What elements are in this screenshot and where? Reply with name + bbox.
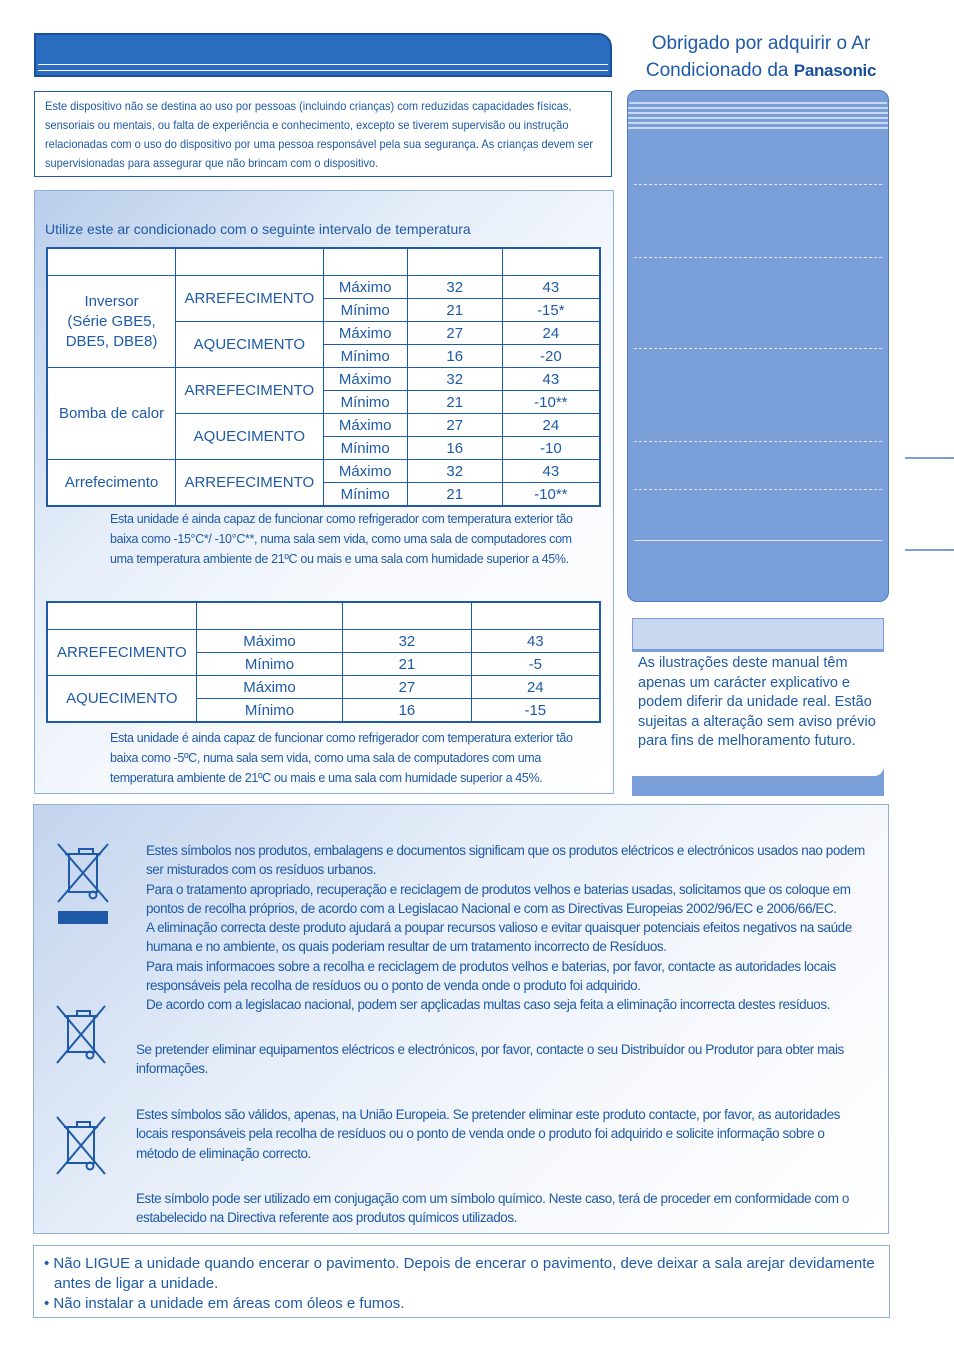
value-cell: Mínimo [323,483,407,507]
temperature-table-1 [46,247,601,507]
caution-item: • Não instalar a unidade em áreas com óleos e fumos. [44,1295,405,1312]
crossed-out-wheelie-bin-icon [55,840,111,926]
crossed-out-wheelie-bin-icon [55,1114,107,1176]
illustrations-text: As ilustrações deste manual têm apenas um carácter explicativo e podem diferir da unidade real. Estão sujeitas a alteração sem aviso prévio para fins de melhoramento futuro. [632,652,884,776]
value-cell: Mínimo [323,437,407,460]
value-cell: 24 [502,414,600,437]
value-cell: 32 [407,460,502,483]
table-header-row [47,602,600,630]
temperature-table-2 [46,601,601,723]
edge-tab-marker [905,457,954,459]
recycling-info [146,841,871,1015]
value-cell: 21 [407,299,502,322]
contents-side-panel [627,90,889,602]
value-cell: Máximo [323,322,407,345]
table-row [47,276,600,299]
header-cell [196,602,343,630]
value-cell: Mínimo [323,299,407,322]
value-cell: 43 [502,276,600,299]
value-cell: 32 [407,368,502,391]
side-divider [634,257,882,258]
mode-cell: AQUECIMENTO [47,676,196,723]
value-cell: 43 [471,630,600,653]
value-cell: 27 [343,676,471,699]
value-cell: 16 [407,437,502,460]
illustrations-header [632,618,884,650]
value-cell: 32 [407,276,502,299]
value-cell: 21 [407,483,502,507]
side-panel-stripes [628,99,888,129]
value-cell: -10** [502,483,600,507]
edge-tab-marker [905,549,954,551]
value-cell: 16 [343,699,471,723]
crossed-out-wheelie-bin-icon [55,1003,107,1065]
value-cell: 43 [502,368,600,391]
caution-item: • Não LIGUE a unidade quando encerar o pavimento. Depois de encerar o pavimento, deve deixar a sala arejar devidamente antes de ligar a unidade. [44,1255,875,1292]
value-cell: Máximo [323,460,407,483]
outside-eu-text: Estes símbolos são válidos, apenas, na União Europeia. Se pretender eliminar este produto contacte, por favor, as autoridades locais responsáveis pela recolha de resíduos ou o ponto de venda onde o produto foi adquirido e solicite informação sobre o método de eliminação correcto. [136,1107,840,1161]
mode-cell: AQUECIMENTO [176,414,324,460]
side-divider [634,441,882,442]
value-cell: 43 [502,460,600,483]
temperature-note-2: Esta unidade é ainda capaz de funcionar como refrigerador com temperatura exterior tão baixa como -5ºC, numa sala sem vida, como uma sala de computadores com uma temperatura ambiente de 21ºC ou mais e uma sala com humidade superior a 45%. [110,731,573,785]
value-cell: Máximo [323,368,407,391]
value-cell: Máximo [196,630,343,653]
value-cell: -15* [502,299,600,322]
table-row [47,630,600,653]
table-row [47,676,600,699]
value-cell: -15 [471,699,600,723]
header-cell [323,248,407,276]
value-cell: 24 [471,676,600,699]
illustrations-notice [632,618,884,796]
table-header-row [47,248,600,276]
value-cell: -10** [502,391,600,414]
recycling-para: Estes símbolos nos produtos, embalagens e documentos significam que os produtos eléctricos e electrónicos usados nao podem ser misturados com os resíduos urbanos. [146,843,865,878]
mode-cell: ARREFECIMENTO [176,460,324,507]
chemical-symbol-text: Este símbolo pode ser utilizado em conjugação com um símbolo químico. Neste caso, terá de proceder em conformidade com o estabelecido na Directiva referente aos produtos químicos utilizados. [136,1191,849,1226]
side-divider [634,489,882,490]
value-cell: 27 [407,322,502,345]
section-header-bar [34,33,612,77]
business-users-text: Se pretender eliminar equipamentos eléctricos e electrónicos, por favor, contacte o seu Distribuídor ou Produtor para obter mais informações. [136,1042,844,1077]
value-cell: Máximo [323,414,407,437]
unit-type-cell: Arrefecimento [47,460,176,507]
value-cell: 21 [407,391,502,414]
side-divider [634,348,882,349]
recycling-para: A eliminação correcta deste produto ajudará a poupar recursos valioso e evitar quaisquer potenciais efeitos negativos na saúde humana e no ambiente, os quais poderiam resultar de um tratamento incorrecto de Resíduos. [146,920,852,955]
mode-cell: ARREFECIMENTO [47,630,196,676]
header-cell [471,602,600,630]
mode-cell: ARREFECIMENTO [176,276,324,322]
value-cell: -10 [502,437,600,460]
header-cell [407,248,502,276]
value-cell: 27 [407,414,502,437]
temperature-intro: Utilize este ar condicionado com o seguinte intervalo de temperatura [45,221,471,237]
unit-type-cell: Inversor (Série GBE5, DBE5, DBE8) [47,276,176,368]
value-cell: Mínimo [196,699,343,723]
header-cell [176,248,324,276]
header-cell [502,248,600,276]
value-cell: Mínimo [323,391,407,414]
recycling-para: Para mais informacoes sobre a recolha e reciclagem de produtos velhos e baterias, por favor, contacte as autoridades locais responsáveis pela recolha de resíduos ou o ponto de venda onde o produto foi adquirido. [146,958,836,994]
thanks-line-1: Obrigado por adquirir o Ar [651,33,871,54]
table-row [47,368,600,391]
temperature-note-1: Esta unidade é ainda capaz de funcionar como refrigerador com temperatura exterior tão baixa como -15°C*/ -10°C**, numa sala sem vida, como uma sala de computadores com uma temperatura ambiente de 21ºC ou mais e uma sala com humidade superior a 45%. [110,512,573,566]
side-divider [634,540,882,541]
panasonic-logo: Panasonic [793,61,877,80]
value-cell: Mínimo [196,653,343,676]
mode-cell: AQUECIMENTO [176,322,324,368]
table-row [47,460,600,483]
side-divider [634,184,882,185]
warning-box [34,91,612,177]
value-cell: Máximo [196,676,343,699]
value-cell: Mínimo [323,345,407,368]
thanks-line-2: Condicionado da [645,60,789,81]
caution-box [33,1245,890,1318]
header-cell [47,602,196,630]
value-cell: 21 [343,653,471,676]
value-cell: -20 [502,345,600,368]
mode-cell: ARREFECIMENTO [176,368,324,414]
header-cell [343,602,471,630]
value-cell: 16 [407,345,502,368]
warning-text: Este dispositivo não se destina ao uso por pessoas (incluindo crianças) com reduzidas capacidades físicas, sensoriais ou mentais, ou falta de experiência e conhecimento, excepto se tiverem supervisão ou instrução relacionadas com o uso do dispositivo por uma pessoa responsável pela sua segurança. As crianças devem ser supervisionadas para assegurar que não brincam com o dispositivo. [45,99,594,170]
unit-type-cell: Bomba de calor [47,368,176,460]
value-cell: Máximo [323,276,407,299]
value-cell: 24 [502,322,600,345]
value-cell: -5 [471,653,600,676]
thank-you-title [630,30,892,84]
recycling-para: Para o tratamento apropriado, recuperação e reciclagem de produtos velhos e baterias usadas, solicitamos que os coloque em pontos de recolha próprios, de acordo com a Legislacao Nacional e com as Directivas Europeias 2002/96/EC e 2006/66/EC. [146,881,851,916]
value-cell: 32 [343,630,471,653]
header-cell [47,248,176,276]
recycling-para: De acordo com a legislacao nacional, podem ser apçlicadas multas caso seja feita a eliminação incorrecta destes resíduos. [146,997,830,1013]
